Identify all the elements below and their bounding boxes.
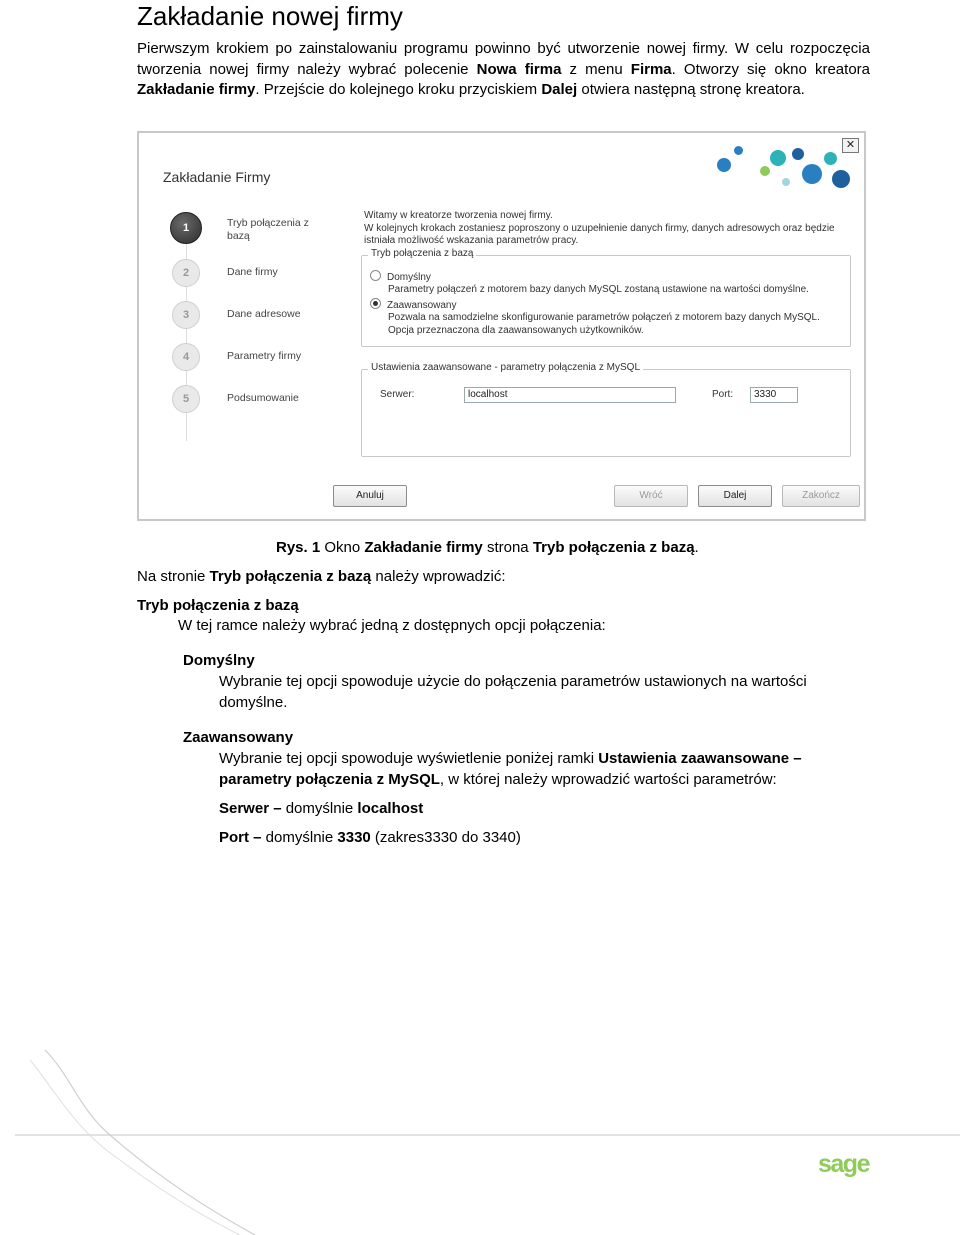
step-number-circle: 3: [172, 301, 200, 329]
step-label: Podsumowanie: [227, 392, 299, 404]
option-heading-default: Domyślny: [183, 652, 255, 669]
decoration-dot: [824, 152, 837, 165]
step-number-circle: 1: [170, 212, 202, 244]
decoration-dot: [792, 148, 804, 160]
decoration-dot: [770, 150, 786, 166]
param-server: Serwer – domyślnie localhost: [219, 800, 424, 817]
decoration-dot: [717, 158, 731, 172]
back-button[interactable]: Wróć: [614, 485, 688, 507]
advanced-settings-group: [361, 362, 851, 457]
option-heading-advanced: Zaawansowany: [183, 729, 294, 746]
page-title: Zakładanie nowej firmy: [137, 1, 403, 31]
radio-circle[interactable]: [370, 270, 381, 281]
radio-default[interactable]: Domyślny: [370, 270, 431, 283]
wizard-step-5: [172, 385, 342, 425]
decoration-dot: [802, 164, 822, 184]
section-text-mode: W tej ramce należy wybrać jedną z dostępnych opcji połączenia:: [178, 617, 606, 634]
step-label: Parametry firmy: [227, 350, 302, 362]
next-button[interactable]: Dalej: [698, 485, 772, 507]
decoration-dot: [734, 146, 743, 155]
option-text-default: Wybranie tej opcji spowoduje użycie do połączenia parametrów ustawionych na wartości domyślne.: [219, 673, 807, 711]
connection-mode-group: [361, 248, 851, 347]
radio-advanced[interactable]: Zaawansowany: [370, 298, 456, 311]
step-number-circle: 5: [172, 385, 200, 413]
close-button[interactable]: ✕: [842, 138, 859, 153]
wizard-title: Zakładanie Firmy: [163, 169, 271, 185]
param-port: Port – domyślnie 3330 (zakres3330 do 3340): [219, 829, 521, 846]
option-text-advanced: Wybranie tej opcji spowoduje wyświetlenie poniżej ramki Ustawienia zaawansowane – parametry połączenia z MySQL, w której należy wprowadzić wartości parametrów:: [219, 750, 802, 788]
decoration-dot: [832, 170, 850, 188]
footer-swoosh: [30, 1060, 240, 1235]
section-heading-mode: Tryb połączenia z bazą: [137, 597, 299, 614]
decoration-dot: [782, 178, 790, 186]
group-legend: Ustawienia zaawansowane - parametry połączenia z MySQL: [368, 362, 643, 373]
radio-advanced-description: Pozwala na samodzielne skonfigurowanie parametrów połączeń z motorem bazy danych MySQL. Opcja przeznaczona dla zaawansowanych użytkowników.: [388, 312, 820, 336]
wizard-step-4: [172, 343, 342, 383]
cancel-button[interactable]: Anuluj: [333, 485, 407, 507]
figure-caption: Rys. 1 Okno Zakładanie firmy strona Tryb połączenia z bazą.: [276, 539, 699, 556]
port-label: Port:: [712, 389, 734, 400]
footer-decoration: [0, 1035, 960, 1235]
wizard-step-1: [172, 216, 342, 256]
welcome-text: Witamy w kreatorze tworzenia nowej firmy. W kolejnych krokach zostaniesz poproszony o uzupełnienie danych firmy, danych adresowych oraz będzie istniała możliwość wskazania parametrów pracy.: [364, 210, 835, 246]
intro-paragraph: Pierwszym krokiem po zainstalowaniu programu powinno być utworzenie nowej firmy. W celu rozpoczęcia tworzenia nowej firmy należy wybrać polecenie Nowa firma z menu Firma. Otworzy się okno kreatora Zakładanie firmy. Przejście do kolejnego kroku przyciskiem Dalej otwiera następną stronę kreatora.: [137, 40, 870, 98]
sage-logo: sage: [818, 1150, 869, 1178]
port-input[interactable]: 3330: [750, 387, 798, 403]
radio-default-description: Parametry połączeń z motorem bazy danych MySQL zostaną ustawione na wartości domyślne.: [388, 284, 809, 295]
footer-swoosh: [45, 1050, 255, 1235]
step-number-circle: 4: [172, 343, 200, 371]
wizard-screenshot: [137, 131, 866, 521]
server-input[interactable]: localhost: [464, 387, 676, 403]
radio-circle-selected[interactable]: [370, 298, 381, 309]
body-paragraph: Na stronie Tryb połączenia z bazą należy wprowadzić:: [137, 568, 506, 585]
server-label: Serwer:: [380, 389, 415, 400]
decoration-dot: [760, 166, 770, 176]
wizard-step-3: [172, 301, 342, 341]
step-label: Tryb połączenia z bazą: [227, 217, 309, 242]
step-label: Dane firmy: [227, 266, 278, 278]
step-number-circle: 2: [172, 259, 200, 287]
step-label: Dane adresowe: [227, 308, 301, 320]
wizard-step-2: [172, 259, 342, 299]
finish-button[interactable]: Zakończ: [782, 485, 860, 507]
group-legend: Tryb połączenia z bazą: [368, 248, 476, 259]
